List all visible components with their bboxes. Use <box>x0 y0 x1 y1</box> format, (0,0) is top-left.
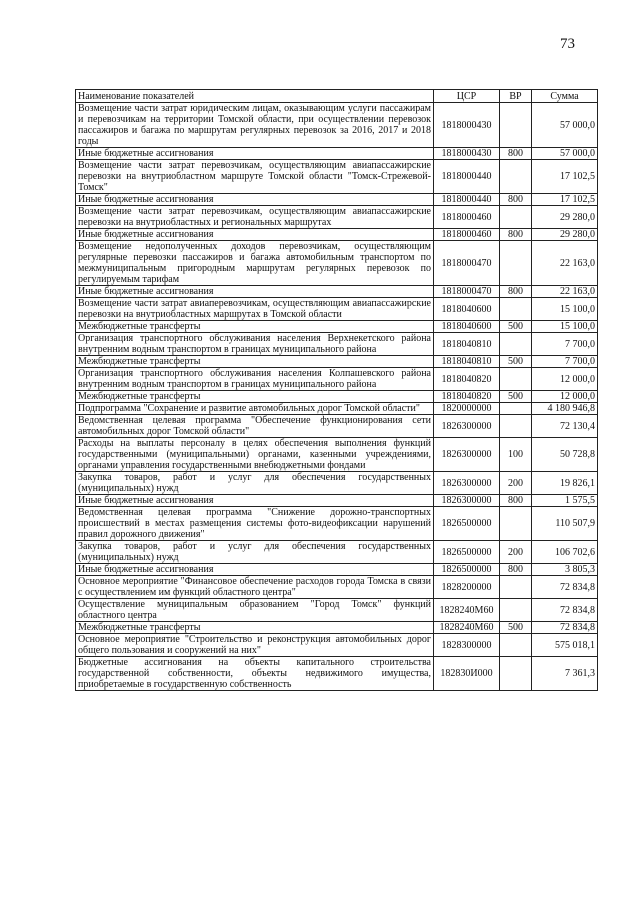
row-vr-cell: 200 <box>500 541 532 564</box>
row-name-cell: Основное мероприятие "Строительство и реконструкция автомобильных дорог общего пользования и сооружений на них" <box>76 634 434 657</box>
row-sum-cell: 72 130,4 <box>532 415 598 438</box>
table-row <box>76 160 598 194</box>
table-row <box>76 438 598 472</box>
row-name-cell: Межбюджетные трансферты <box>76 321 434 333</box>
row-vr-cell: 500 <box>500 622 532 634</box>
row-sum-cell: 57 000,0 <box>532 148 598 160</box>
table-row <box>76 333 598 356</box>
row-vr-cell: 800 <box>500 194 532 206</box>
row-sum-cell: 29 280,0 <box>532 229 598 241</box>
row-csr-cell: 1818040600 <box>434 298 500 321</box>
row-sum-cell: 7 700,0 <box>532 356 598 368</box>
row-sum-cell: 22 163,0 <box>532 241 598 286</box>
row-csr-cell: 1820000000 <box>434 403 500 415</box>
row-csr-cell: 1818000430 <box>434 148 500 160</box>
header-name: Наименование показателей <box>76 90 434 103</box>
table-row <box>76 576 598 599</box>
row-csr-cell: 1818000460 <box>434 206 500 229</box>
row-vr-cell <box>500 368 532 391</box>
budget-table <box>75 89 598 691</box>
row-vr-cell <box>500 576 532 599</box>
row-name-cell: Иные бюджетные ассигнования <box>76 229 434 241</box>
row-csr-cell: 1818040810 <box>434 333 500 356</box>
row-name-cell: Иные бюджетные ассигнования <box>76 495 434 507</box>
row-vr-cell <box>500 160 532 194</box>
row-csr-cell: 1818040600 <box>434 321 500 333</box>
row-csr-cell: 1826300000 <box>434 438 500 472</box>
row-name-cell: Ведомственная целевая программа "Обеспечение функционирования сети автомобильных дорог Томской области" <box>76 415 434 438</box>
table-row <box>76 622 598 634</box>
table-row <box>76 403 598 415</box>
table-row <box>76 298 598 321</box>
table-row <box>76 194 598 206</box>
row-name-cell: Иные бюджетные ассигнования <box>76 194 434 206</box>
row-csr-cell: 1818040810 <box>434 356 500 368</box>
row-csr-cell: 1818000440 <box>434 160 500 194</box>
table-row <box>76 564 598 576</box>
row-name-cell: Бюджетные ассигнования на объекты капитального строительства государственной собственности, объекты недвижимого имущества, приобретаемые в государственную собственность <box>76 657 434 691</box>
row-csr-cell: 1818040820 <box>434 368 500 391</box>
row-vr-cell: 800 <box>500 148 532 160</box>
row-csr-cell: 1818000460 <box>434 229 500 241</box>
table-row <box>76 356 598 368</box>
header-vr: ВР <box>500 90 532 103</box>
row-csr-cell: 1826500000 <box>434 564 500 576</box>
header-csr: ЦСР <box>434 90 500 103</box>
row-sum-cell: 12 000,0 <box>532 391 598 403</box>
row-vr-cell <box>500 599 532 622</box>
row-name-cell: Расходы на выплаты персоналу в целях обеспечения выполнения функций государственными (муниципальными) органами, казенными учреждениями, органами управления государственными внебюджетными фондами <box>76 438 434 472</box>
table-row <box>76 206 598 229</box>
table-row <box>76 103 598 148</box>
row-sum-cell: 72 834,8 <box>532 622 598 634</box>
row-sum-cell: 19 826,1 <box>532 472 598 495</box>
row-sum-cell: 110 507,9 <box>532 507 598 541</box>
row-csr-cell: 1818000430 <box>434 103 500 148</box>
table-row <box>76 321 598 333</box>
row-name-cell: Иные бюджетные ассигнования <box>76 564 434 576</box>
row-csr-cell: 1826300000 <box>434 472 500 495</box>
row-csr-cell: 1818000440 <box>434 194 500 206</box>
row-csr-cell: 1828240М60 <box>434 622 500 634</box>
table-row <box>76 657 598 691</box>
row-name-cell: Возмещение части затрат юридическим лицам, оказывающим услуги пассажирам и перевозчикам на территории Томской области, при осуществлении перевозок пассажиров и багажа по маршрутам регулярных перевозок за 2016, 2017 и 2018 годы <box>76 103 434 148</box>
page-number: 73 <box>560 36 575 52</box>
table-row <box>76 634 598 657</box>
row-vr-cell <box>500 298 532 321</box>
row-sum-cell: 106 702,6 <box>532 541 598 564</box>
row-sum-cell: 7 700,0 <box>532 333 598 356</box>
row-name-cell: Организация транспортного обслуживания населения Верхнекетского района внутренним водным транспортом в границах муниципального района <box>76 333 434 356</box>
row-name-cell: Возмещение части затрат перевозчикам, осуществляющим авиапассажирские перевозки на внутриобластных и региональных маршрутах <box>76 206 434 229</box>
row-vr-cell <box>500 103 532 148</box>
row-vr-cell: 100 <box>500 438 532 472</box>
row-sum-cell: 72 834,8 <box>532 599 598 622</box>
row-csr-cell: 1826500000 <box>434 541 500 564</box>
table-row <box>76 495 598 507</box>
row-csr-cell: 1828200000 <box>434 576 500 599</box>
row-vr-cell <box>500 634 532 657</box>
row-vr-cell: 800 <box>500 564 532 576</box>
table-body <box>76 103 598 691</box>
row-name-cell: Организация транспортного обслуживания населения Колпашевского района внутренним водным транспортом в границах муниципального района <box>76 368 434 391</box>
table-row <box>76 599 598 622</box>
row-sum-cell: 17 102,5 <box>532 194 598 206</box>
row-sum-cell: 17 102,5 <box>532 160 598 194</box>
table-row <box>76 415 598 438</box>
table-row <box>76 148 598 160</box>
table-row <box>76 391 598 403</box>
row-sum-cell: 7 361,3 <box>532 657 598 691</box>
row-sum-cell: 1 575,5 <box>532 495 598 507</box>
row-sum-cell: 22 163,0 <box>532 286 598 298</box>
row-name-cell: Ведомственная целевая программа "Снижение дорожно-транспортных происшествий в местах размещения системы фото-видеофиксации нарушений правил дорожного движения" <box>76 507 434 541</box>
row-vr-cell: 800 <box>500 286 532 298</box>
row-sum-cell: 50 728,8 <box>532 438 598 472</box>
row-name-cell: Возмещение части затрат авиаперевозчикам, осуществляющим авиапассажирские перевозки на внутриобластных маршрутах в Томской области <box>76 298 434 321</box>
row-sum-cell: 15 100,0 <box>532 298 598 321</box>
row-sum-cell: 3 805,3 <box>532 564 598 576</box>
row-vr-cell <box>500 333 532 356</box>
row-vr-cell: 500 <box>500 391 532 403</box>
table-row <box>76 368 598 391</box>
row-name-cell: Возмещение части затрат перевозчикам, осуществляющим авиапассажирские перевозки на внутриобластном маршруте Томской области "Томск-Стрежевой-Томск" <box>76 160 434 194</box>
table-row <box>76 507 598 541</box>
table-row <box>76 229 598 241</box>
row-csr-cell: 182830И000 <box>434 657 500 691</box>
row-csr-cell: 1818040820 <box>434 391 500 403</box>
row-sum-cell: 4 180 946,8 <box>532 403 598 415</box>
row-csr-cell: 1818000470 <box>434 241 500 286</box>
table-header-row <box>76 90 598 103</box>
row-name-cell: Иные бюджетные ассигнования <box>76 148 434 160</box>
row-name-cell: Межбюджетные трансферты <box>76 622 434 634</box>
row-vr-cell: 500 <box>500 321 532 333</box>
row-name-cell: Основное мероприятие "Финансовое обеспечение расходов города Томска в связи с осуществлением им функций областного центра" <box>76 576 434 599</box>
row-csr-cell: 1826300000 <box>434 415 500 438</box>
row-sum-cell: 15 100,0 <box>532 321 598 333</box>
table-row <box>76 241 598 286</box>
row-vr-cell <box>500 206 532 229</box>
row-csr-cell: 1826500000 <box>434 507 500 541</box>
row-csr-cell: 1828240М60 <box>434 599 500 622</box>
row-csr-cell: 1828300000 <box>434 634 500 657</box>
row-sum-cell: 12 000,0 <box>532 368 598 391</box>
row-sum-cell: 57 000,0 <box>532 103 598 148</box>
row-sum-cell: 29 280,0 <box>532 206 598 229</box>
row-sum-cell: 575 018,1 <box>532 634 598 657</box>
row-vr-cell: 500 <box>500 356 532 368</box>
row-name-cell: Иные бюджетные ассигнования <box>76 286 434 298</box>
row-name-cell: Возмещение недополученных доходов перевозчикам, осуществляющим регулярные перевозки пассажиров и багажа автомобильным транспортом по межмуниципальным пригородным маршрутам регулярных перевозок по регулируемым тарифам <box>76 241 434 286</box>
row-name-cell: Подпрограмма "Сохранение и развитие автомобильных дорог Томской области" <box>76 403 434 415</box>
row-sum-cell: 72 834,8 <box>532 576 598 599</box>
row-vr-cell: 200 <box>500 472 532 495</box>
table-row <box>76 541 598 564</box>
row-vr-cell <box>500 415 532 438</box>
row-vr-cell <box>500 657 532 691</box>
row-name-cell: Закупка товаров, работ и услуг для обеспечения государственных (муниципальных) нужд <box>76 472 434 495</box>
row-vr-cell: 800 <box>500 495 532 507</box>
row-vr-cell <box>500 403 532 415</box>
row-csr-cell: 1826300000 <box>434 495 500 507</box>
row-vr-cell <box>500 241 532 286</box>
row-name-cell: Закупка товаров, работ и услуг для обеспечения государственных (муниципальных) нужд <box>76 541 434 564</box>
table-row <box>76 472 598 495</box>
header-sum: Сумма <box>532 90 598 103</box>
row-name-cell: Осуществление муниципальным образованием "Город Томск" функций областного центра <box>76 599 434 622</box>
table-row <box>76 286 598 298</box>
row-name-cell: Межбюджетные трансферты <box>76 356 434 368</box>
row-name-cell: Межбюджетные трансферты <box>76 391 434 403</box>
row-vr-cell: 800 <box>500 229 532 241</box>
row-vr-cell <box>500 507 532 541</box>
row-csr-cell: 1818000470 <box>434 286 500 298</box>
